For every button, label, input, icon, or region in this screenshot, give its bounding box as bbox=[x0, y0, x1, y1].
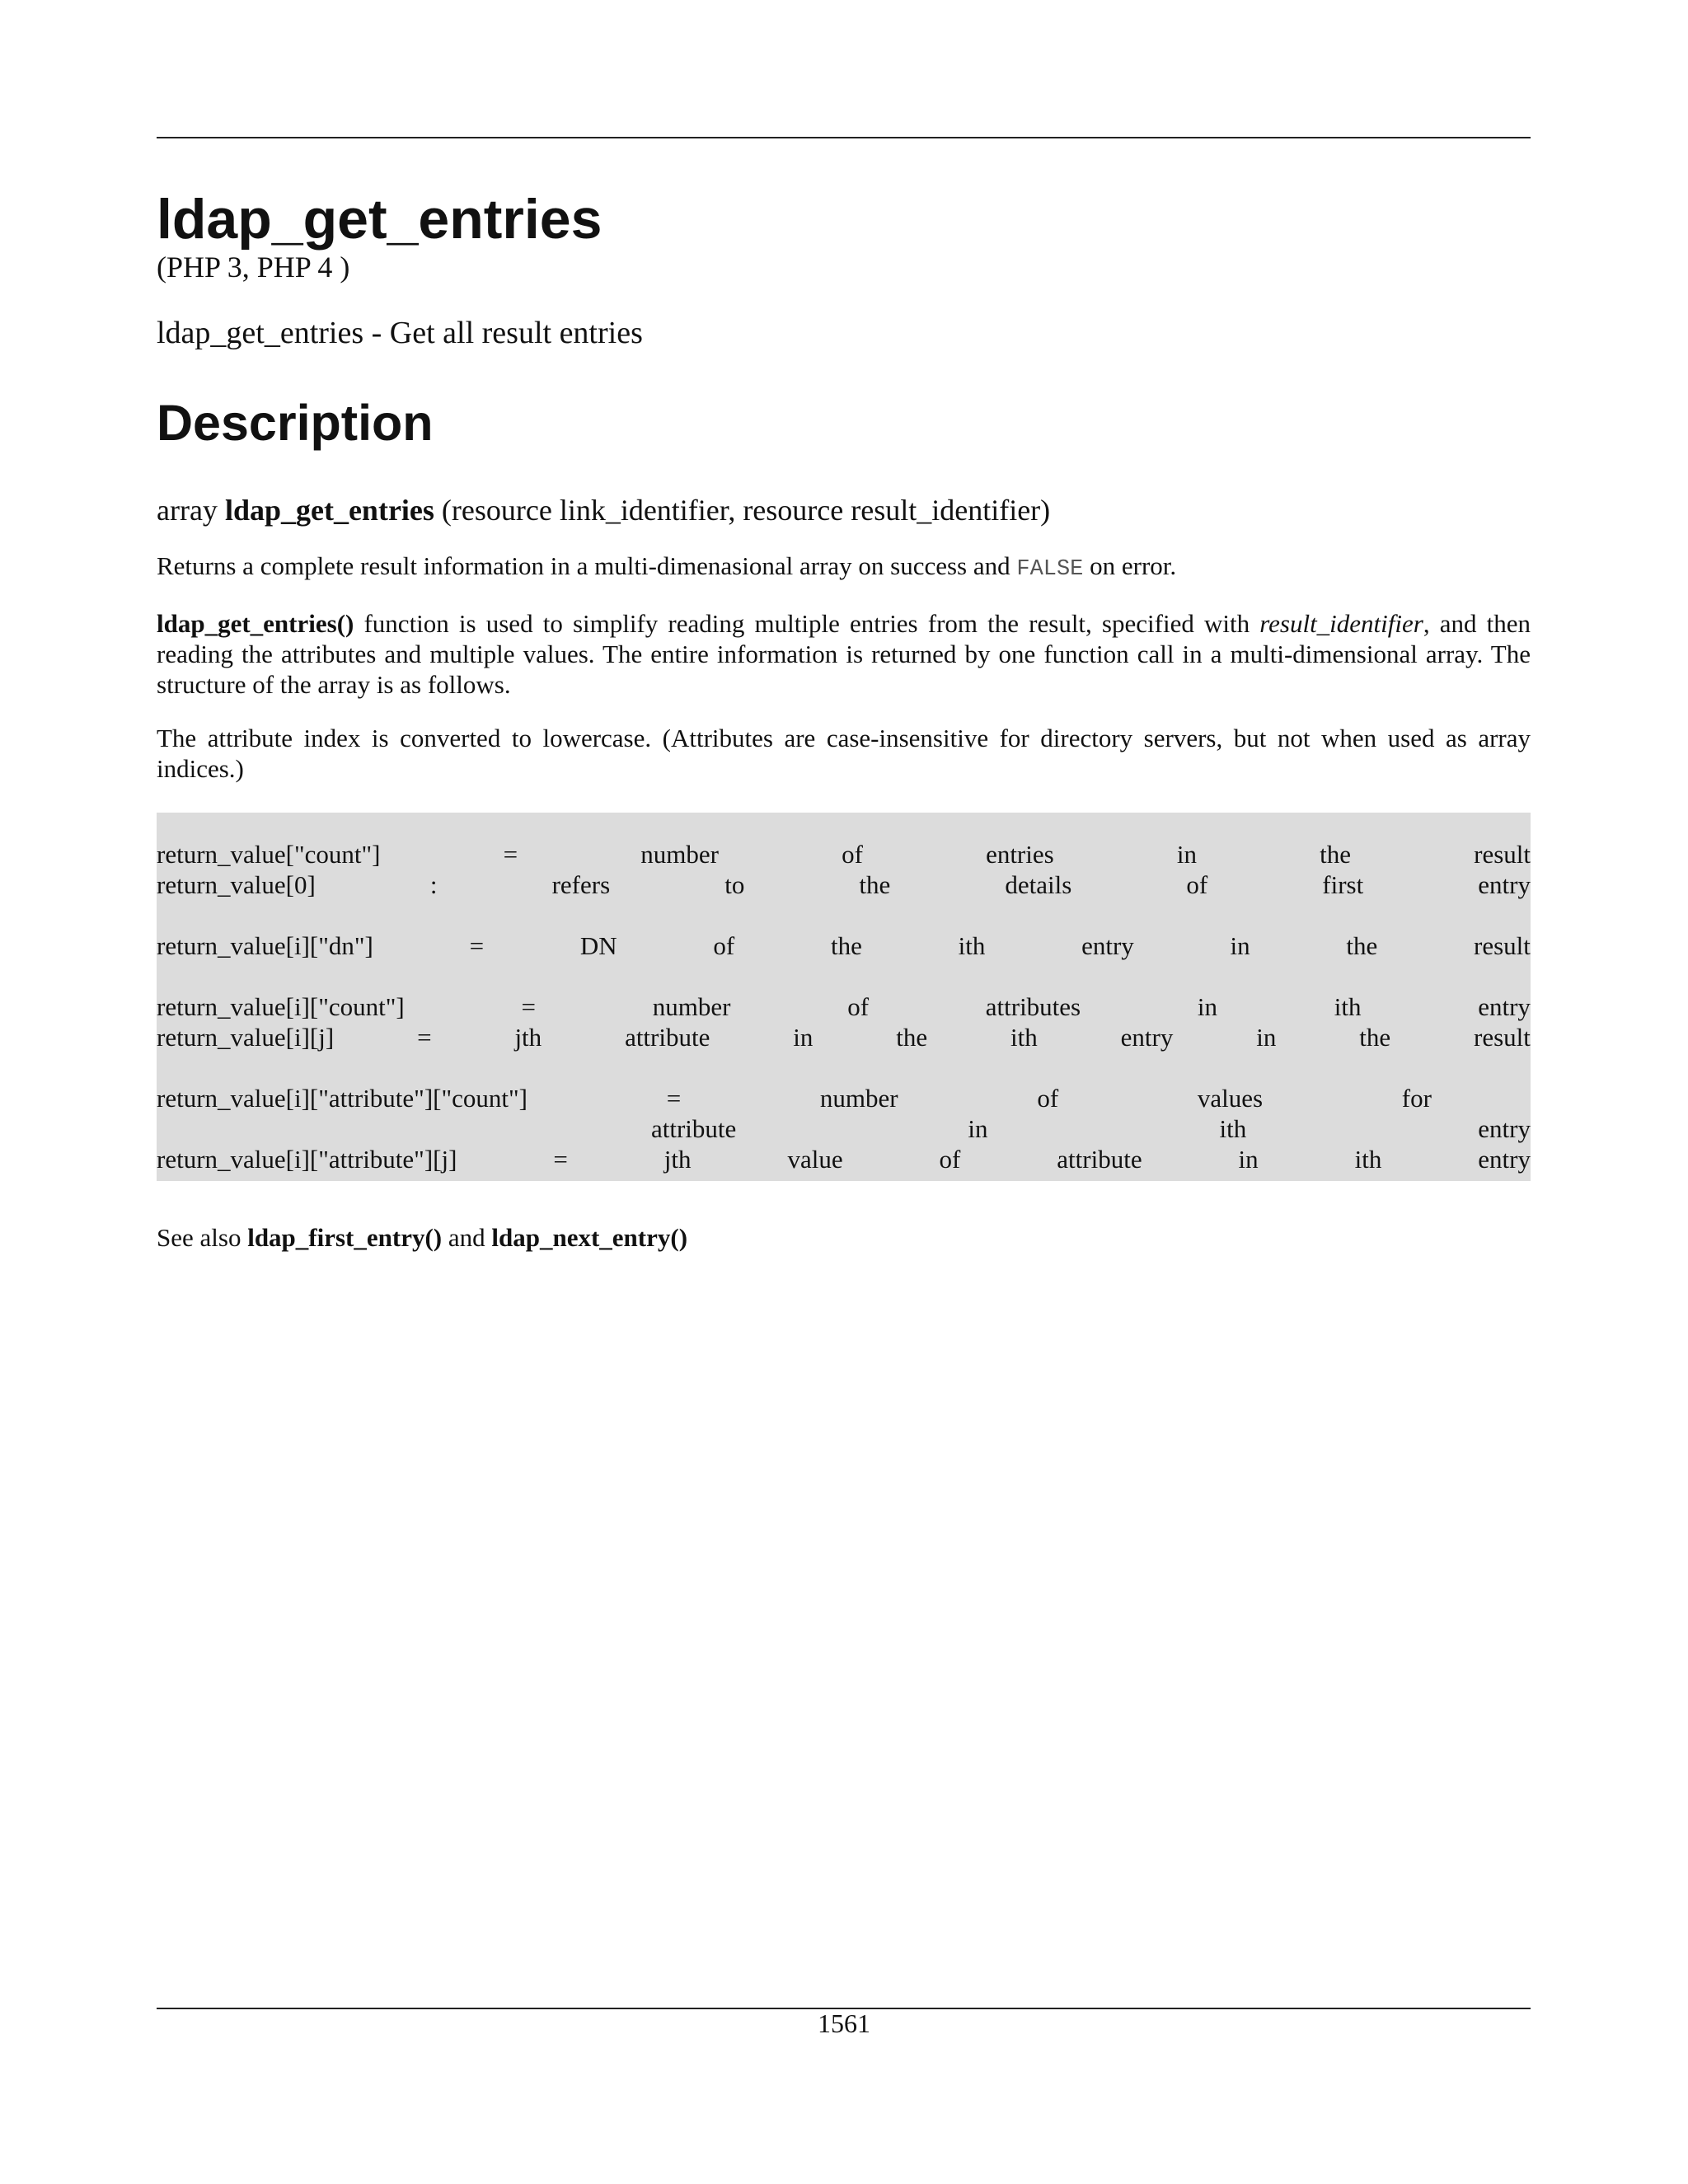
see-also-link-first-entry[interactable]: ldap_first_entry() bbox=[247, 1223, 443, 1252]
code-word: the bbox=[1346, 931, 1378, 960]
code-word: jth bbox=[514, 1023, 542, 1052]
code-word: return_value[0] bbox=[157, 870, 316, 899]
code-word: = bbox=[553, 1145, 568, 1174]
code-word: in bbox=[1197, 992, 1217, 1021]
code-word: of bbox=[1186, 870, 1208, 899]
lowercase-note-paragraph: The attribute index is converted to lowercase. (Attributes are case-insensitive for directory servers, but not when used as array indices.) bbox=[157, 724, 1531, 783]
code-line-7 bbox=[157, 1144, 1531, 1174]
code-word: number bbox=[640, 840, 719, 869]
return-type: array bbox=[157, 494, 218, 527]
see-also-conjunction: and bbox=[448, 1223, 485, 1252]
code-line-6-continued bbox=[157, 1113, 1531, 1144]
function-synopsis bbox=[157, 493, 1531, 527]
code-word: number bbox=[819, 1084, 898, 1113]
code-line-2 bbox=[157, 869, 1531, 900]
code-word: value bbox=[787, 1145, 843, 1174]
code-word: attributes bbox=[985, 992, 1081, 1021]
code-line-6 bbox=[157, 1083, 1531, 1113]
code-word: to bbox=[724, 870, 745, 899]
false-constant: FALSE bbox=[1016, 557, 1084, 582]
php-versions: (PHP 3, PHP 4 ) bbox=[157, 251, 350, 284]
synopsis-function-name: ldap_get_entries bbox=[224, 494, 434, 527]
see-also-paragraph bbox=[157, 1222, 1531, 1253]
return-value-paragraph bbox=[157, 551, 1531, 585]
code-word: ith bbox=[958, 931, 986, 960]
para1-text-after: on error. bbox=[1090, 551, 1177, 580]
code-word: return_value[i][j] bbox=[157, 1023, 335, 1052]
code-word: = bbox=[521, 992, 536, 1021]
code-line-1 bbox=[157, 839, 1531, 869]
code-word: first bbox=[1322, 870, 1364, 899]
code-word: attribute bbox=[1057, 1145, 1142, 1174]
code-line-3 bbox=[157, 930, 1531, 961]
code-word: : bbox=[429, 870, 438, 899]
code-word: return_value[i]["dn"] bbox=[157, 931, 373, 960]
parameter-name: result_identifier bbox=[1259, 609, 1423, 638]
code-line-5 bbox=[157, 1022, 1531, 1052]
code-blank-line bbox=[157, 900, 1531, 930]
code-word: return_value[i]["count"] bbox=[157, 992, 405, 1021]
code-word: ith bbox=[1354, 1145, 1382, 1174]
code-word: in bbox=[968, 1114, 988, 1143]
code-word: result bbox=[1474, 1023, 1531, 1052]
code-word: entry bbox=[1120, 1023, 1174, 1052]
array-structure-code-block bbox=[157, 813, 1531, 1181]
header-rule bbox=[157, 137, 1531, 138]
code-word: result bbox=[1474, 931, 1531, 960]
code-word: details bbox=[1005, 870, 1072, 899]
code-word: attribute bbox=[625, 1023, 710, 1052]
code-word: the bbox=[859, 870, 891, 899]
function-reference: ldap_get_entries() bbox=[157, 609, 354, 638]
code-blank-line bbox=[157, 961, 1531, 991]
usage-paragraph bbox=[157, 608, 1531, 700]
code-word: for bbox=[1401, 1084, 1432, 1113]
code-word: number bbox=[652, 992, 731, 1021]
para2-text-b: , and then reading the attributes and multiple values. The entire information is returned by one function call in a multi-dimensional array. The structure of the array is as follows. bbox=[157, 609, 1531, 699]
synopsis-params: (resource link_identifier, resource result_identifier) bbox=[441, 494, 1051, 527]
code-word: entry bbox=[1081, 931, 1134, 960]
code-word: ith bbox=[1219, 1114, 1247, 1143]
code-word: entry bbox=[1478, 870, 1531, 899]
refname-purpose: ldap_get_entries - Get all result entries bbox=[157, 316, 643, 350]
code-word: in bbox=[1176, 840, 1197, 869]
code-blank-line bbox=[157, 1052, 1531, 1083]
para2-text-a: function is used to simplify reading multiple entries from the result, specified with bbox=[363, 609, 1250, 638]
code-word: attribute bbox=[651, 1114, 737, 1143]
page-number: 1561 bbox=[818, 2008, 870, 2038]
code-word: jth bbox=[663, 1145, 692, 1174]
code-word: in bbox=[1256, 1023, 1277, 1052]
para1-text-before: Returns a complete result information in a multi-dimenasional array on success and bbox=[157, 551, 1010, 580]
code-word: the bbox=[1320, 840, 1351, 869]
see-also-prefix: See also bbox=[157, 1223, 241, 1252]
code-word: entry bbox=[1478, 1145, 1531, 1174]
code-word: in bbox=[1238, 1145, 1259, 1174]
code-word: the bbox=[896, 1023, 928, 1052]
code-word: entries bbox=[986, 840, 1054, 869]
code-word: the bbox=[830, 931, 862, 960]
code-word: = bbox=[469, 931, 485, 960]
code-word: in bbox=[1230, 931, 1250, 960]
code-word: return_value[i]["attribute"]["count"] bbox=[157, 1084, 528, 1113]
code-word: of bbox=[939, 1145, 961, 1174]
code-word: the bbox=[1359, 1023, 1391, 1052]
code-word: result bbox=[1474, 840, 1531, 869]
code-word: ith bbox=[1010, 1023, 1038, 1052]
code-word: = bbox=[417, 1023, 432, 1052]
code-word: = bbox=[503, 840, 518, 869]
page-title: ldap_get_entries bbox=[157, 188, 603, 251]
description-heading: Description bbox=[157, 395, 434, 451]
code-word: of bbox=[842, 840, 863, 869]
code-word: return_value["count"] bbox=[157, 840, 381, 869]
code-word: in bbox=[793, 1023, 814, 1052]
code-word: refers bbox=[551, 870, 611, 899]
page-content bbox=[157, 188, 1531, 1253]
code-word: return_value[i]["attribute"][j] bbox=[157, 1145, 457, 1174]
code-word: DN bbox=[579, 931, 617, 960]
see-also-link-next-entry[interactable]: ldap_next_entry() bbox=[491, 1223, 688, 1252]
code-word: of bbox=[847, 992, 870, 1021]
code-word: values bbox=[1197, 1084, 1264, 1113]
code-word: entry bbox=[1478, 1114, 1531, 1143]
code-word: of bbox=[713, 931, 735, 960]
code-line-4 bbox=[157, 991, 1531, 1022]
code-word: ith bbox=[1334, 992, 1362, 1021]
code-word: = bbox=[666, 1084, 682, 1113]
code-word: of bbox=[1037, 1084, 1059, 1113]
code-word: entry bbox=[1478, 992, 1531, 1021]
